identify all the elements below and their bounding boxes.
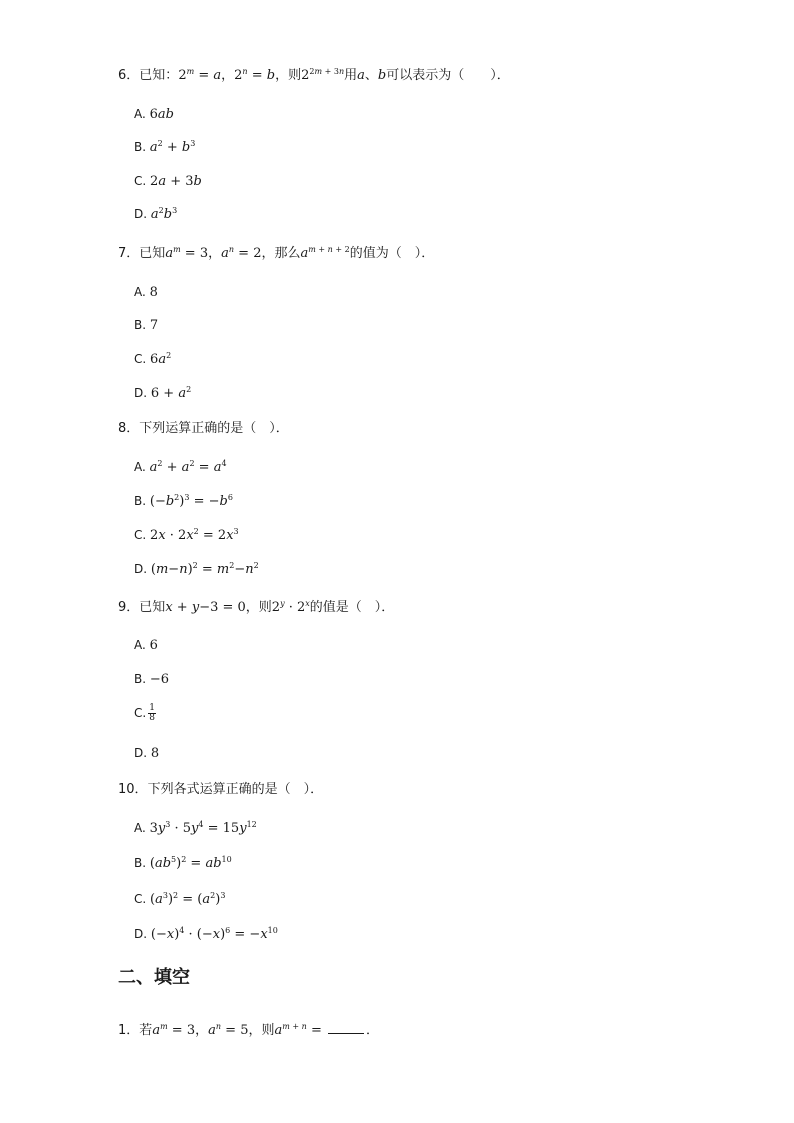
math-expr: $6a^2$ — [150, 351, 172, 367]
math-expr: $2^y \cdot 2^x$ — [271, 599, 310, 615]
question-10: 10．下列各式运算正确的是（ ）． — [118, 782, 324, 797]
math-expr: $a^{m + n + 2}$ — [300, 245, 350, 261]
math-expr: $2^{2m + 3n}$ — [301, 67, 345, 83]
option-b[interactable]: B. $a^2 + b^3$ — [134, 139, 196, 155]
option-a[interactable]: A. $3y^3 \cdot 5y^4 = 15y^{12}$ — [134, 820, 257, 836]
math-expr: −6 — [149, 672, 170, 687]
math-expr: $(-b^2)^3 = -b^6$ — [149, 493, 233, 509]
math-expr: $2^n = b$ — [234, 67, 276, 83]
question-6: 6．已知：$2^m = a$，$2^n = b$，则$2^{2m + 3n}$用a、b可以表示为（ ）． — [118, 67, 510, 83]
option-d[interactable]: D. $6 + a^2$ — [134, 385, 192, 401]
math-expr: $2x \cdot 2x^2 = 2x^3$ — [150, 527, 239, 543]
answer-blank[interactable] — [328, 1023, 364, 1034]
math-expr: $a^2 + a^2 = a^4$ — [149, 459, 227, 475]
option-b[interactable]: B. 7 — [134, 318, 159, 333]
option-b[interactable]: B. $(ab^5)^2 = ab^{10}$ — [134, 855, 232, 871]
question-8: 8．下列运算正确的是（ ）． — [118, 421, 289, 436]
math-expr: $a^n = 2$ — [221, 245, 262, 261]
option-d[interactable]: D. $(-x)^4 \cdot (-x)^6 = -x^{10}$ — [134, 926, 278, 942]
option-c[interactable]: C. 2a + 3b — [134, 174, 202, 189]
math-expr: $(a^3)^2 = (a^2)^3$ — [150, 891, 226, 907]
math-expr: $(m-n)^2 = m^2-n^2$ — [150, 561, 259, 577]
question-7: 7．已知$a^m = 3$，$a^n = 2$，那么$a^{m + n + 2}$的值为（ ）． — [118, 245, 435, 261]
math-expr: $2^m = a$ — [178, 67, 222, 83]
math-expr: $3y^3 \cdot 5y^4 = 15y^{12}$ — [149, 820, 257, 836]
question-9: 9．已知x + y−3 = 0，则$2^y \cdot 2^x$的值是（ ）． — [118, 599, 395, 615]
option-a[interactable]: A. 6ab — [134, 107, 174, 122]
option-c[interactable]: C. $(a^3)^2 = (a^2)^3$ — [134, 891, 226, 907]
math-expr: 6ab — [149, 107, 174, 122]
question-number: 9 — [118, 600, 127, 615]
option-a[interactable]: A. $a^2 + a^2 = a^4$ — [134, 459, 227, 475]
math-expr: 2a + 3b — [150, 174, 202, 189]
math-expr: $6 + a^2$ — [150, 385, 192, 401]
option-c[interactable]: C. $\frac{1}{8}$ — [134, 703, 155, 723]
math-expr: $a^n = 5$ — [208, 1022, 249, 1038]
option-a[interactable]: A. 8 — [134, 285, 158, 300]
math-expr: $a^m = 3$ — [165, 245, 209, 261]
option-d[interactable]: D. 8 — [134, 746, 160, 761]
option-a[interactable]: A. 6 — [134, 638, 158, 653]
fill-question-1: 1．若$a^m = 3$，$a^n = 5$，则$a^{m + n}$ = ． — [118, 1022, 379, 1038]
option-d[interactable]: D. $(m-n)^2 = m^2-n^2$ — [134, 561, 259, 577]
math-expr: $a^2 + b^3$ — [149, 139, 196, 155]
section-heading: 二、填空 — [118, 967, 190, 988]
math-expr: $(ab^5)^2 = ab^{10}$ — [149, 855, 232, 871]
option-c[interactable]: C. $6a^2$ — [134, 351, 172, 367]
option-c[interactable]: C. $2x \cdot 2x^2 = 2x^3$ — [134, 527, 239, 543]
question-number: 7 — [118, 246, 127, 261]
math-expr: $a^{m + n}$ = — [274, 1022, 326, 1038]
math-expr: x + y−3 = 0 — [165, 600, 246, 615]
option-d[interactable]: D. $a^2b^3$ — [134, 206, 178, 222]
math-expr: $a^m = 3$ — [152, 1022, 196, 1038]
question-number: 8 — [118, 421, 127, 436]
math-expr: $(-x)^4 \cdot (-x)^6 = -x^{10}$ — [150, 926, 278, 942]
question-number: 6 — [118, 68, 127, 83]
math-expr: $a^2b^3$ — [150, 206, 178, 222]
question-number: 10 — [118, 782, 135, 797]
option-b[interactable]: B. −6 — [134, 672, 170, 687]
fraction: $\frac{1}{8}$ — [149, 703, 155, 723]
question-number: 1 — [118, 1023, 127, 1038]
option-b[interactable]: B. $(-b^2)^3 = -b^6$ — [134, 493, 233, 509]
